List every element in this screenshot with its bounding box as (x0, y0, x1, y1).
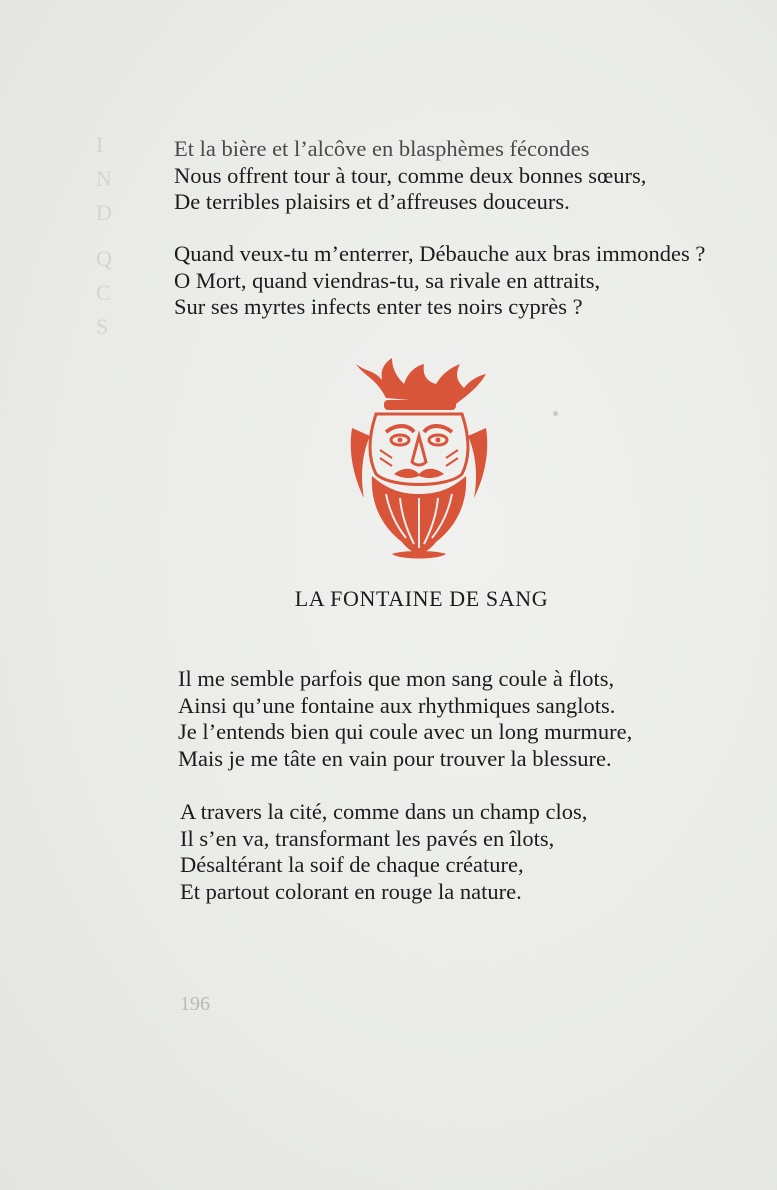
verse-line: Mais je me tâte en vain pour trouver la blessure. (178, 745, 612, 771)
stanza (174, 241, 705, 321)
verse-line: Désaltérant la soif de chaque créature, (180, 852, 524, 877)
bleed-through-margin-text (96, 128, 113, 344)
ghost-letter: I (96, 132, 105, 157)
verse-line: O Mort, quand viendras-tu, sa rivale en attraits, (174, 267, 601, 293)
verse-line: A travers la cité, comme dans un champ clos, (180, 799, 588, 824)
ghost-letter: D (96, 200, 113, 225)
stanza (178, 666, 632, 772)
verse-line: Et partout colorant en rouge la nature. (180, 878, 522, 904)
verse-line: Ainsi qu’une fontaine aux rhythmiques sanglots. (178, 692, 616, 718)
verse-line: Sur ses myrtes infects enter tes noirs cyprès ? (174, 294, 583, 319)
bearded-mask-woodcut-icon (346, 358, 491, 563)
verse-line: Il me semble parfois que mon sang coule à flots, (178, 666, 615, 691)
verse-line: Et la bière et l’alcôve en blasphèmes fécondes (174, 136, 590, 161)
page-number: 196 (180, 993, 210, 1015)
ghost-letter: Q (96, 246, 113, 271)
ghost-letter: C (96, 280, 112, 305)
paper-speck (553, 411, 558, 416)
verse-line: Nous offrent tour à tour, comme deux bonnes sœurs, (174, 162, 647, 188)
stanza (180, 799, 587, 905)
ghost-letter: N (96, 166, 113, 191)
verse-line: Il s’en va, transformant les pavés en îlots, (180, 825, 555, 851)
stanza (174, 136, 646, 216)
verse-line: Quand veux-tu m’enterrer, Débauche aux bras immondes ? (174, 241, 706, 266)
poem-title: LA FONTAINE DE SANG (294, 586, 549, 611)
verse-line: De terribles plaisirs et d’affreuses douceurs. (174, 189, 570, 214)
ghost-letter: S (96, 314, 110, 339)
verse-line: Je l’entends bien qui coule avec un long murmure, (178, 719, 633, 744)
